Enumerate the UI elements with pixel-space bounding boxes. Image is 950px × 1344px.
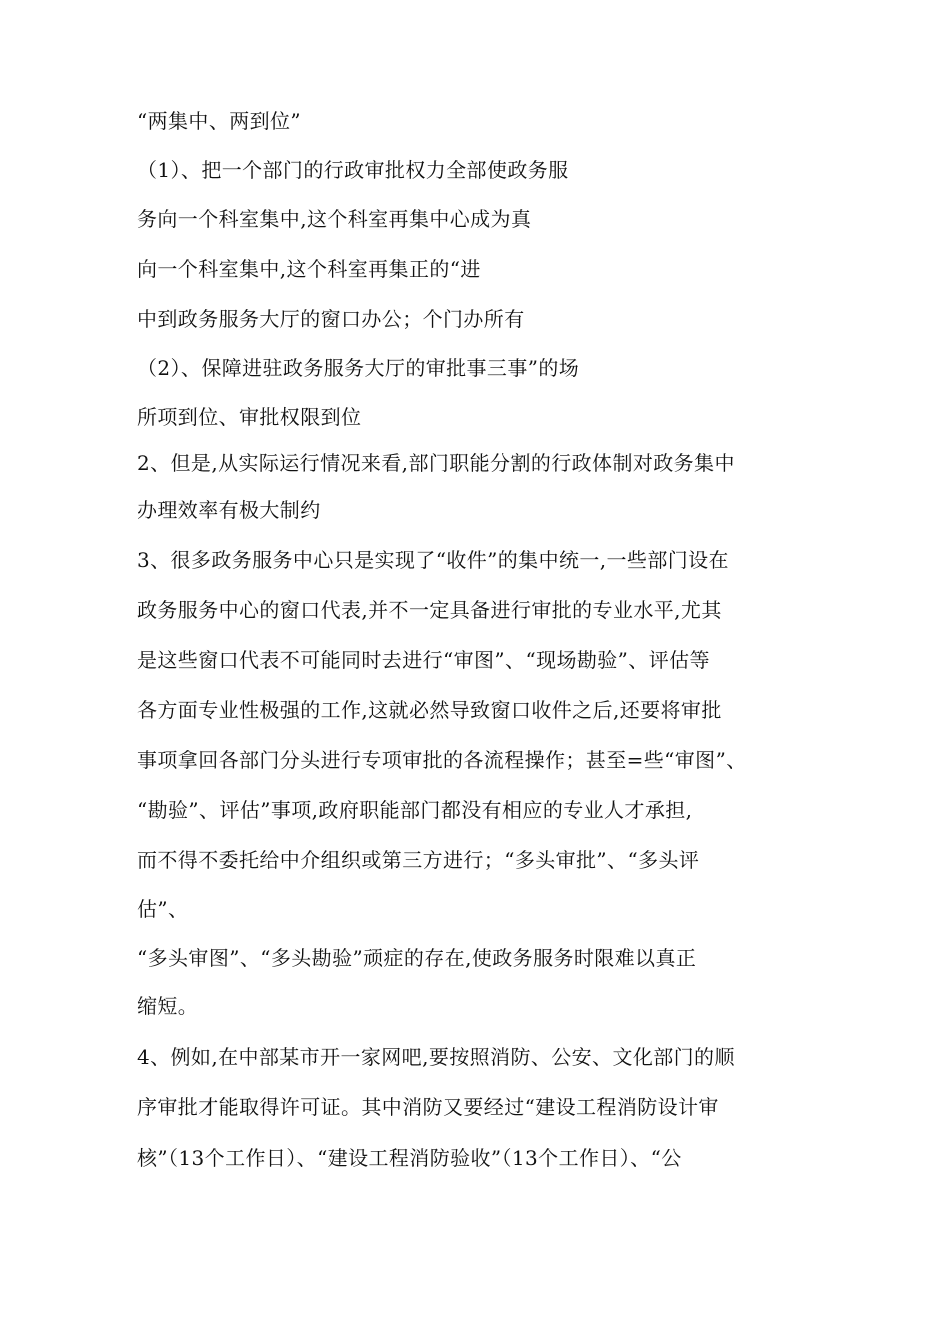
text-line-11: 政务服务中心的窗口代表,并不一定具备进行审批的专业水平,尤其 <box>137 598 722 622</box>
text-line-20: 4、例如,在中部某市开一家网吧,要按照消防、公安、文化部门的顺 <box>137 1045 735 1069</box>
text-line-13: 各方面专业性极强的工作,这就必然导致窗口收件之后,还要将审批 <box>137 698 722 722</box>
text-line-4: 向一个科室集中,这个科室再集正的“进 <box>137 257 481 281</box>
text-line-16: 而不得不委托给中介组织或第三方进行；“多头审批”、“多头评 <box>137 848 700 872</box>
text-line-9: 办理效率有极大制约 <box>137 498 321 522</box>
text-line-5: 中到政务服务大厅的窗口办公；个门办所有 <box>137 307 525 331</box>
text-line-15: “勘验”、评估”事项,政府职能部门都没有相应的专业人才承担, <box>137 798 693 822</box>
text-line-14: 事项拿回各部门分头进行专项审批的各流程操作；甚至=些“审图”、 <box>137 748 747 772</box>
text-line-22: 核”（13个工作日）、“建设工程消防验收”（13个工作日）、“公 <box>137 1146 682 1170</box>
text-line-17: 估”、 <box>137 897 189 921</box>
text-line-2: （1）、把一个部门的行政审批权力全部使政务服 <box>137 158 569 182</box>
text-line-19: 缩短。 <box>137 994 199 1018</box>
text-line-18: “多头审图”、“多头勘验”顽症的存在,使政务服务时限难以真正 <box>137 946 697 970</box>
text-line-10: 3、很多政务服务中心只是实现了“收件”的集中统一,一些部门设在 <box>137 548 729 572</box>
text-line-1: “两集中、两到位” <box>137 109 302 133</box>
text-line-7: 所项到位、审批权限到位 <box>137 405 362 429</box>
text-line-6: （2）、保障进驻政务服务大厅的审批事三事”的场 <box>137 356 580 380</box>
text-line-21: 序审批才能取得许可证。其中消防又要经过“建设工程消防设计审 <box>137 1095 719 1119</box>
text-line-12: 是这些窗口代表不可能同时去进行“审图”、“现场勘验”、评估等 <box>137 648 710 672</box>
text-line-8: 2、但是,从实际运行情况来看,部门职能分割的行政体制对政务集中 <box>137 451 735 475</box>
text-line-3: 务向一个科室集中,这个科室再集中心成为真 <box>137 207 532 231</box>
